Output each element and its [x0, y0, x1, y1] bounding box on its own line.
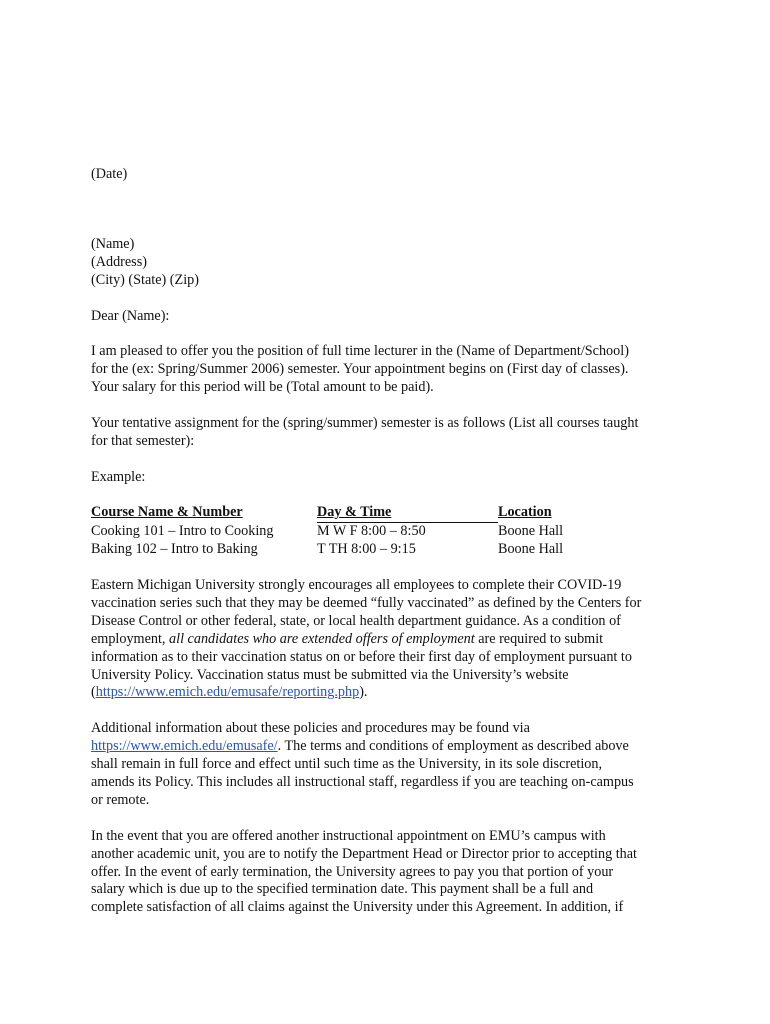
event-line: complete satisfaction of all claims against the University under this Agreement. In addition, if	[91, 899, 624, 916]
offer-paragraph	[91, 343, 683, 397]
additional-line-text: . The terms and conditions of employment as described above	[277, 738, 629, 755]
recipient-city-state-zip: (City) (State) (Zip)	[91, 271, 199, 288]
additional-info-paragraph	[91, 720, 683, 810]
assignment-line: Your tentative assignment for the (spring/summer) semester is as follows (List all courses taught	[91, 414, 639, 431]
additional-line: or remote.	[91, 791, 150, 808]
recipient-address: (Address)	[91, 253, 147, 270]
event-paragraph	[91, 828, 683, 918]
letter-body	[91, 166, 683, 917]
event-line: salary which is due up to the specified termination date. This payment shall be a full and	[91, 881, 594, 898]
offer-line: for the (ex: Spring/Summer 2006) semester. Your appointment begins on (First day of classes).	[91, 361, 629, 378]
covid-line: Eastern Michigan University strongly encourages all employees to complete their COVID-19	[91, 577, 622, 594]
recipient-name: (Name)	[91, 235, 135, 252]
event-line: In the event that you are offered another instructional appointment on EMU’s campus with	[91, 827, 606, 844]
paren-close: ).	[359, 684, 368, 701]
paren-open: (	[91, 684, 96, 701]
additional-line: amends its Policy. This includes all instructional staff, regardless if you are teaching on-campus	[91, 773, 634, 790]
additional-line	[91, 738, 683, 756]
cell-location: Boone Hall	[498, 541, 564, 558]
salutation: Dear (Name):	[91, 307, 170, 324]
assignment-line: for that semester):	[91, 432, 195, 449]
header-location: Location	[498, 504, 552, 521]
example-label: Example:	[91, 468, 146, 485]
course-table-header	[91, 504, 618, 522]
covid-line-text: are required to submit	[474, 630, 604, 647]
cell-course: Baking 102 – Intro to Baking	[91, 541, 258, 558]
covid-line	[91, 631, 683, 649]
emusafe-link[interactable]: https://www.emich.edu/emusafe/	[91, 738, 278, 755]
table-row	[91, 523, 618, 541]
assignment-paragraph	[91, 415, 683, 451]
cell-day-time: M W F 8:00 – 8:50	[317, 523, 426, 540]
event-line: another academic unit, you are to notify the Department Head or Director prior to accepting that	[91, 845, 638, 862]
cell-course: Cooking 101 – Intro to Cooking	[91, 522, 274, 539]
covid-line: University Policy. Vaccination status must be submitted via the University’s website	[91, 666, 569, 683]
covid-line: Disease Control or other federal, state, or local health department guidance. As a condition of	[91, 612, 621, 629]
covid-emphasis: all candidates who are extended offers of employment	[169, 630, 475, 647]
additional-line: Additional information about these policies and procedures may be found via	[91, 720, 530, 737]
covid-line: vaccination series such that they may be deemed “fully vaccinated” as defined by the Centers for	[91, 594, 642, 611]
offer-line: I am pleased to offer you the position of full time lecturer in the (Name of Department/School)	[91, 343, 629, 360]
additional-line: shall remain in full force and effect until such time as the University, in its sole discretion,	[91, 756, 603, 773]
covid-paragraph	[91, 577, 683, 702]
recipient-block	[91, 236, 683, 290]
offer-line: Your salary for this period will be (Total amount to be paid).	[91, 379, 434, 396]
cell-location: Boone Hall	[498, 522, 564, 539]
cell-day-time: T TH 8:00 – 9:15	[317, 541, 416, 558]
reporting-link[interactable]: https://www.emich.edu/emusafe/reporting.php	[95, 684, 360, 701]
header-course: Course Name & Number	[91, 504, 243, 521]
event-line: offer. In the event of early termination, the University agrees to pay you that portion of your	[91, 863, 614, 880]
covid-line	[91, 684, 683, 702]
header-day-time: Day & Time	[317, 504, 498, 522]
course-table	[91, 504, 618, 559]
table-row	[91, 541, 618, 559]
covid-line-text: employment,	[91, 630, 170, 647]
letter-date: (Date)	[91, 166, 128, 182]
covid-line: information as to their vaccination status on or before their first day of employment pursuant to	[91, 648, 632, 665]
